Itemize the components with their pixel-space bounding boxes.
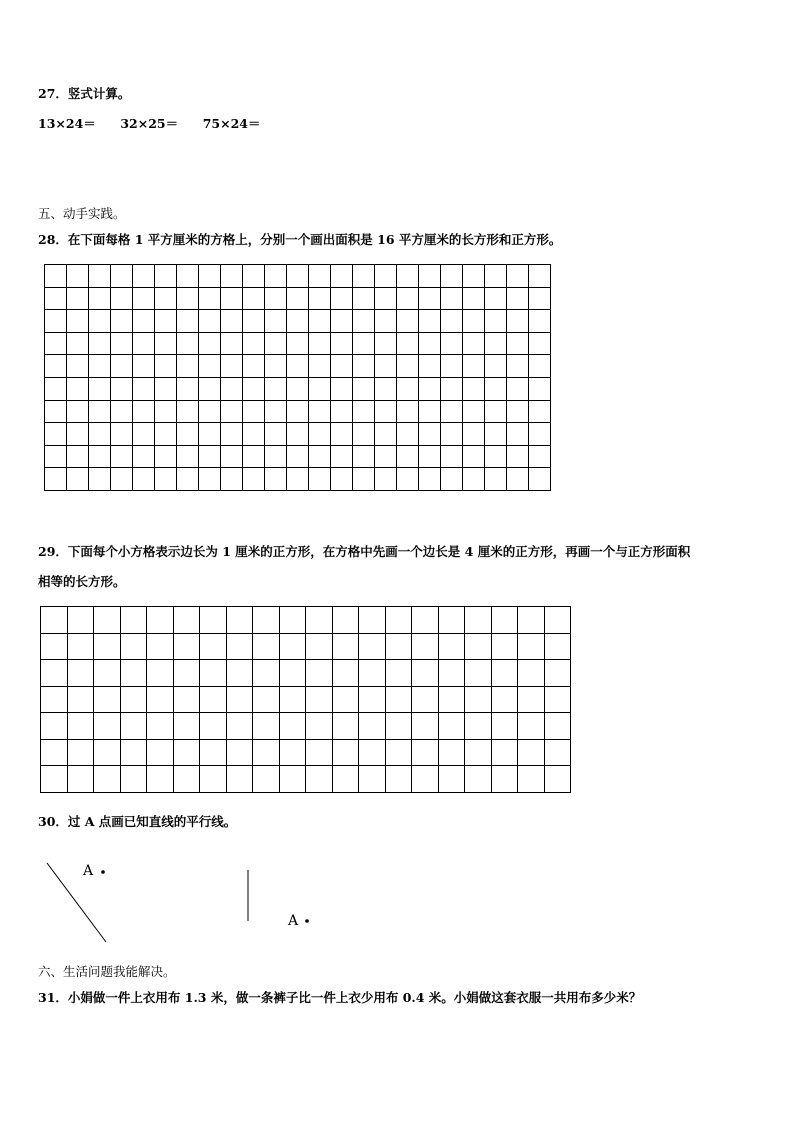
q27-title: 27．竖式计算。 <box>38 86 131 101</box>
calc-item-1: 13×24＝ <box>38 116 96 131</box>
calc-item-2: 32×25＝ <box>120 116 179 131</box>
section-5-title: 五、动手实践。 <box>38 206 126 221</box>
point-a-1-label: A <box>83 863 94 879</box>
point-a-2 <box>305 919 309 923</box>
point-a-1 <box>101 870 105 874</box>
q31-text: 31．小娟做一件上衣用布 1.3 米，做一条裤子比一件上衣少用布 0.4 米。小娟做这套衣服一共用布多少米？ <box>38 990 642 1005</box>
section-6-title: 六、生活问题我能解决。 <box>38 964 176 979</box>
q29-text-line1: 29．下面每个小方格表示边长为 1 厘米的正方形，在方格中先画一个边长是 4 厘米的正方形，再画一个与正方形面积 <box>38 544 691 559</box>
q29-text-line2: 相等的长方形。 <box>38 574 126 589</box>
point-a-2-label: A <box>288 913 299 929</box>
calc-item-3: 75×24＝ <box>202 116 261 131</box>
slanted-line <box>47 863 106 942</box>
q30-text: 30．过 A 点画已知直线的平行线。 <box>38 814 237 829</box>
q28-text: 28．在下面每格 1 平方厘米的方格上，分别一个画出面积是 16 平方厘米的长方形和正方形。 <box>38 232 562 247</box>
